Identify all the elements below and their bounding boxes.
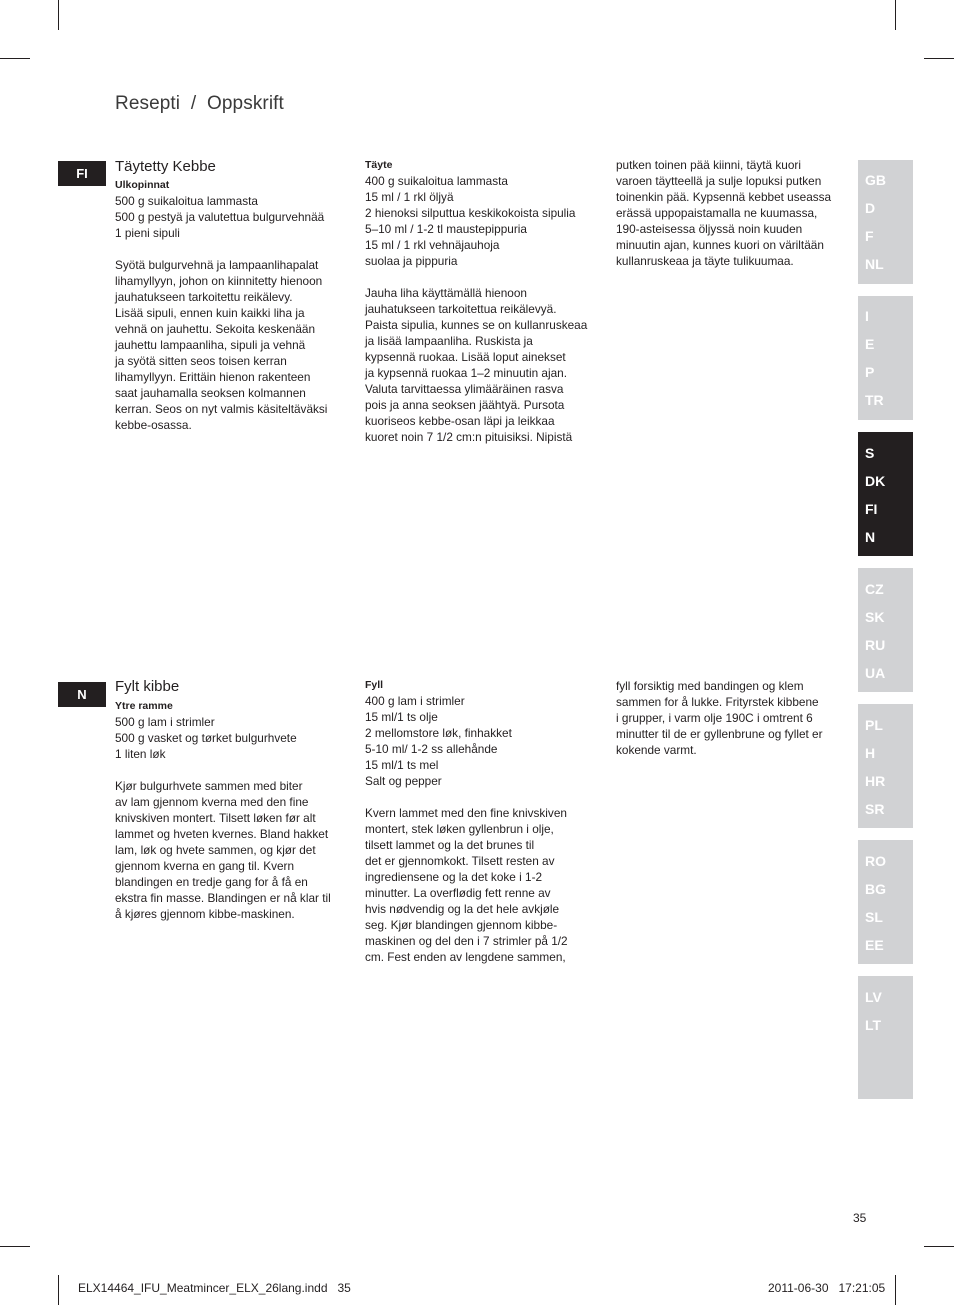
language-tab-tr[interactable]: TR	[865, 392, 884, 408]
subheading: Fyll	[365, 679, 384, 691]
text-line: pois ja anna seoksen jäähtyä. Pursota	[365, 398, 565, 412]
text-line: av lam gjennom kverna med den fine	[115, 795, 309, 809]
text-line: Valuta tarvittaessa ylimääräinen rasva	[365, 382, 564, 396]
recipe-column-fi-3	[616, 157, 842, 269]
language-tab-fi[interactable]: FI	[865, 501, 878, 517]
recipe-column-n-3	[616, 678, 842, 758]
text-line: lam, løk og hvete sammen, og kjør det	[115, 843, 316, 857]
section-badge-n: N	[58, 682, 106, 707]
text-line: Kvern lammet med den fine knivskiven	[365, 806, 567, 820]
section-badge-fi: FI	[58, 161, 106, 186]
text-line: ekstra fin masse. Blandingen er nå klar til	[115, 891, 331, 905]
text-line: lihamyllyyn, johon on kiinnitetty hienoon	[115, 274, 323, 288]
recipe-column-n-2	[365, 677, 591, 965]
slug-timestamp: 2011-06-30 17:21:05	[768, 1281, 886, 1295]
text-line: suolaa ja pippuria	[365, 254, 458, 268]
recipe-column-fi-1	[115, 177, 341, 433]
recipe-title-fi: Täytetty Kebbe	[115, 158, 216, 175]
text-line: 190-asteisessa öljyssä noin kuuden	[616, 222, 803, 236]
text-line: ja syötä sitten seos toisen kerran	[115, 354, 287, 368]
text-line: 15 ml/1 ts olje	[365, 710, 438, 724]
text-line: kerran. Seos on nyt valmis käsiteltäväksi	[115, 402, 328, 416]
text-line: kokende varmt.	[616, 743, 697, 757]
language-tab-pl[interactable]: PL	[865, 717, 883, 733]
text-line: hvis nødvendig og la det hele avkjøle	[365, 902, 560, 916]
text-line: ja lisää lampaanliha. Ruskista ja	[365, 334, 533, 348]
text-line: det er gjennomkokt. Tilsett resten av	[365, 854, 555, 868]
recipe-column-fi-2	[365, 157, 591, 445]
text-line: 2 mellomstore løk, finhakket	[365, 726, 512, 740]
paragraph-gap	[365, 789, 591, 805]
text-line: saat jauhamalla seoksen kolmannen	[115, 386, 306, 400]
text-line: kuoret noin 7 1/2 cm:n pituisiksi. Nipistä	[365, 430, 573, 444]
text-line: sammen for å lukke. Frityrstek kibbene	[616, 695, 819, 709]
body-text	[365, 693, 591, 965]
language-tab-d[interactable]: D	[865, 200, 876, 216]
language-tab-e[interactable]: E	[865, 336, 875, 352]
text-line: Syötä bulgurvehnä ja lampaanlihapalat	[115, 258, 319, 272]
page-number: 35	[853, 1211, 867, 1225]
text-line: lammet og hveten kvernes. Bland hakket	[115, 827, 329, 841]
recipe-title-n: Fylt kibbe	[115, 678, 180, 695]
language-tab-cz[interactable]: CZ	[865, 581, 884, 597]
text-line: Salt og pepper	[365, 774, 442, 788]
text-line: 500 g suikaloitua lammasta	[115, 194, 258, 208]
crop-mark	[0, 58, 30, 59]
text-line: montert, stek løken gyllenbrun i olje,	[365, 822, 554, 836]
language-tab-group[interactable]	[858, 840, 913, 964]
text-line: Jauha liha käyttämällä hienoon	[365, 286, 527, 300]
text-line: kuoriseos kebbe-osan läpi ja leikkaa	[365, 414, 555, 428]
language-tab-dk[interactable]: DK	[865, 473, 886, 489]
language-tab-n[interactable]: N	[865, 529, 876, 545]
crop-mark	[924, 58, 954, 59]
crop-mark	[895, 0, 896, 30]
paragraph-gap	[115, 762, 341, 778]
paragraph-gap	[115, 241, 341, 257]
language-tab-group[interactable]	[858, 568, 913, 692]
text-line: ingrediensene og la det koke i 1-2	[365, 870, 543, 884]
subheading: Ulkopinnat	[115, 179, 170, 191]
text-line: blandingen en tredje gang for å få en	[115, 875, 308, 889]
body-text	[115, 714, 341, 922]
recipe-column-n-1	[115, 698, 341, 922]
text-line: Paista sipulia, kunnes se on kullanruskeaa	[365, 318, 588, 332]
text-line: jauhettu lampaanliha, sipuli ja vehnä	[115, 338, 306, 352]
text-line: putken toinen pää kiinni, täytä kuori	[616, 158, 801, 172]
text-line: å kjøres gjennom kibbe-maskinen.	[115, 907, 295, 921]
text-line: i grupper, i varm olje 190C i omtrent 6	[616, 711, 813, 725]
text-line: 1 liten løk	[115, 747, 166, 761]
text-line: tilsett lammet og la det brunes til	[365, 838, 535, 852]
language-tab-group[interactable]	[858, 296, 913, 420]
language-tab-f[interactable]: F	[865, 228, 874, 244]
slug-filename: ELX14464_IFU_Meatmincer_ELX_26lang.indd 35	[78, 1281, 351, 1295]
language-tab-sr[interactable]: SR	[865, 801, 885, 817]
text-line: cm. Fest enden av lengdene sammen,	[365, 950, 566, 964]
text-line: 2 hienoksi silputtua keskikokoista sipulia	[365, 206, 576, 220]
text-line: 1 pieni sipuli	[115, 226, 180, 240]
page-title: Resepti / Oppskrift	[115, 93, 284, 114]
text-line: 15 ml / 1 rkl vehnäjauhoja	[365, 238, 500, 252]
text-line: toinenkin pää. Kypsennä kebbet useassa	[616, 190, 832, 204]
text-line: varoen täytteellä ja sulje lopuksi putken	[616, 174, 822, 188]
language-tab-group-active[interactable]	[858, 432, 913, 556]
language-tab-lt[interactable]: LT	[865, 1017, 882, 1033]
text-line: lihamyllyyn. Erittäin hienon rakenteen	[115, 370, 311, 384]
body-text	[616, 678, 842, 758]
language-tab-bg[interactable]: BG	[865, 881, 886, 897]
subheading: Ytre ramme	[115, 700, 173, 712]
language-tab-sk[interactable]: SK	[865, 609, 885, 625]
language-tab-group[interactable]	[858, 976, 913, 1099]
language-tab-i[interactable]: I	[865, 308, 869, 324]
language-tab-s[interactable]: S	[865, 445, 875, 461]
text-line: 500 g lam i strimler	[115, 715, 215, 729]
body-text	[115, 193, 341, 433]
text-line: minutter. La overflødig fett renne av	[365, 886, 551, 900]
language-tab-group[interactable]	[858, 704, 913, 828]
language-tab-p[interactable]: P	[865, 364, 875, 380]
text-line: fyll forsiktig med bandingen og klem	[616, 679, 804, 693]
language-tab-ro[interactable]: RO	[865, 853, 886, 869]
text-line: jauhatukseen tarkoitettu reikälevy.	[115, 290, 293, 304]
text-line: kebbe-osassa.	[115, 418, 192, 432]
language-tab-hr[interactable]: HR	[865, 773, 886, 789]
text-line: knivskiven montert. Tilsett løken før alt	[115, 811, 316, 825]
body-text	[616, 157, 842, 269]
subheading: Täyte	[365, 159, 393, 171]
text-line: 400 g lam i strimler	[365, 694, 465, 708]
language-tab-gb[interactable]: GB	[865, 172, 886, 188]
text-line: kypsennä ruokaa. Lisää loput ainekset	[365, 350, 566, 364]
language-tab-group[interactable]	[858, 160, 913, 284]
text-line: 5-10 ml/ 1-2 ss allehånde	[365, 742, 498, 756]
text-line: maskinen og del den i 7 strimler på 1/2	[365, 934, 568, 948]
language-tab-ee[interactable]: EE	[865, 937, 884, 953]
crop-mark	[0, 1246, 30, 1247]
text-line: jauhatukseen tarkoitettua reikälevyä.	[365, 302, 557, 316]
text-line: 15 ml/1 ts mel	[365, 758, 439, 772]
text-line: 15 ml / 1 rkl öljyä	[365, 190, 454, 204]
text-line: gjennom kverna en gang til. Kvern	[115, 859, 295, 873]
text-line: 5–10 ml / 1-2 tl maustepippuria	[365, 222, 527, 236]
text-line: kullanruskeaa ja täyte tulikuumaa.	[616, 254, 794, 268]
body-text	[365, 173, 591, 445]
text-line: seg. Kjør blandingen gjennom kibbe-	[365, 918, 558, 932]
crop-mark	[895, 1275, 896, 1305]
text-line: 500 g pestyä ja valutettua bulgurvehnää	[115, 210, 325, 224]
text-line: erässä uppopaistamalla ne kuumassa,	[616, 206, 818, 220]
text-line: Lisää sipuli, ennen kuin kaikki liha ja	[115, 306, 305, 320]
text-line: minuutin ajan, kunnes kuori on väriltään	[616, 238, 824, 252]
language-tab-ua[interactable]: UA	[865, 665, 886, 681]
text-line: 400 g suikaloitua lammasta	[365, 174, 508, 188]
language-tab-h[interactable]: H	[865, 745, 876, 761]
language-tab-sl[interactable]: SL	[865, 909, 883, 925]
language-tab-ru[interactable]: RU	[865, 637, 886, 653]
language-tab-lv[interactable]: LV	[865, 989, 882, 1005]
text-line: vehnä on jauhettu. Sekoita keskenään	[115, 322, 316, 336]
crop-mark	[58, 1275, 59, 1305]
text-line: ja kypsennä ruokaa 1–2 minuutin ajan.	[365, 366, 567, 380]
text-line: Kjør bulgurhvete sammen med biter	[115, 779, 303, 793]
crop-mark	[924, 1246, 954, 1247]
text-line: minutter til de er gyllenbrune og fyllet er	[616, 727, 823, 741]
text-line: 500 g vasket og tørket bulgurhvete	[115, 731, 297, 745]
crop-mark	[58, 0, 59, 30]
paragraph-gap	[365, 269, 591, 285]
language-tab-nl[interactable]: NL	[865, 256, 884, 272]
